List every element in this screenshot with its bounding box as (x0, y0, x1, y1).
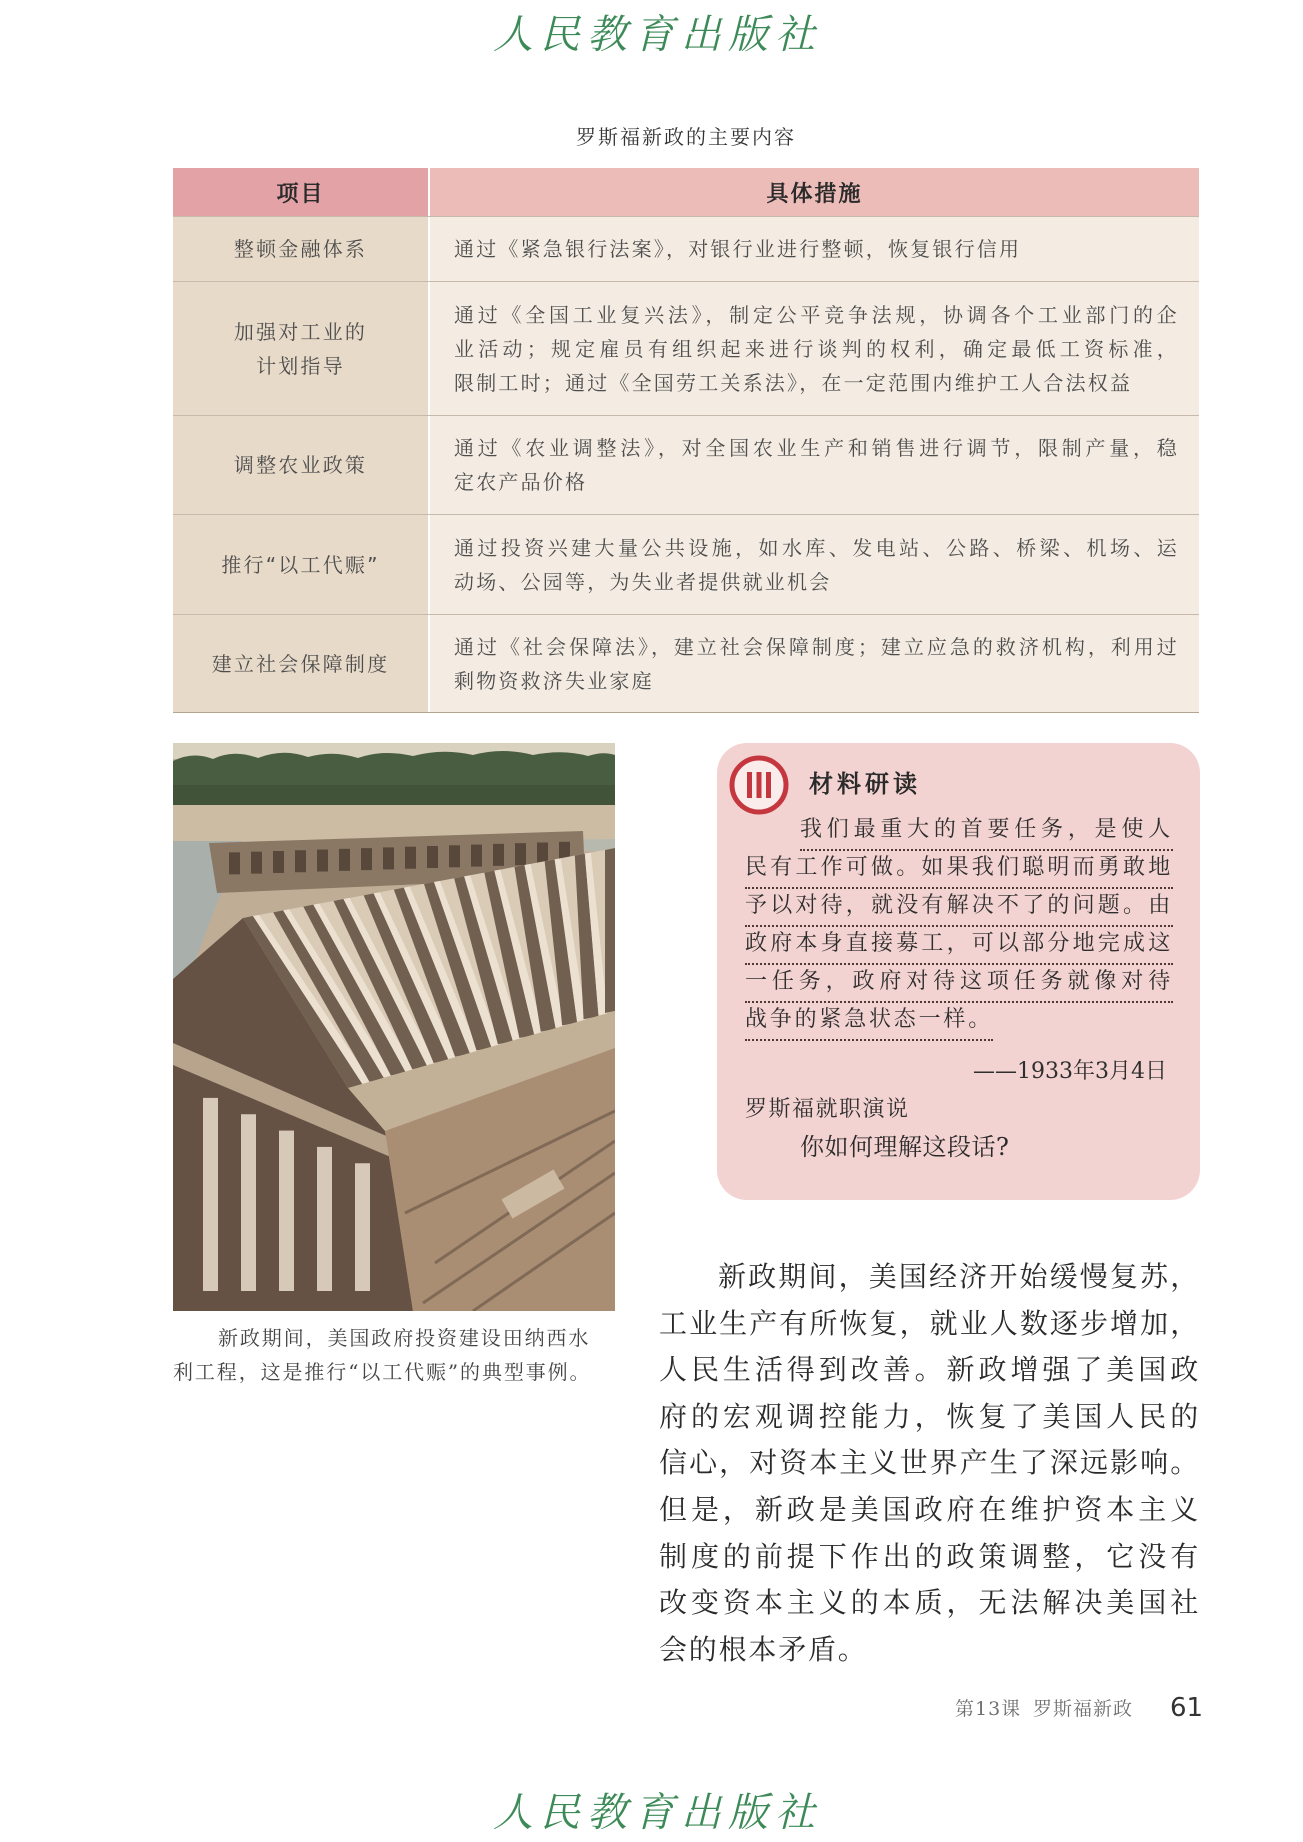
quote-line: 予以对待，就没有解决不了的问题。由 (745, 889, 1173, 927)
quote-line: 政府本身直接募工，可以部分地完成这 (745, 927, 1173, 965)
quote-source-title: 罗斯福就职演说 (745, 1097, 910, 1122)
table-header-row (173, 168, 1199, 216)
measure-text: 通过投资兴建大量公共设施，如水库、发电站、公路、桥梁、机场、运 (454, 535, 1179, 560)
table-cell-measures (430, 416, 1199, 514)
body-line: 新政期间，美国经济开始缓慢复苏， (718, 1260, 1200, 1293)
quote-line: 一任务，政府对待这项任务就像对待 (745, 965, 1173, 1003)
quote-line: 战争的紧急状态一样。 (745, 1003, 993, 1041)
header-measures: 具体措施 (430, 168, 1199, 216)
measure-text: 剩物资救济失业家庭 (454, 668, 654, 693)
header-item: 项目 (173, 168, 430, 216)
item-text: 推行“以工代赈” (221, 552, 380, 577)
measure-text: 通过《农业调整法》，对全国农业生产和销售进行调节，限制产量，稳 (454, 436, 1179, 460)
table-cell-measures (430, 515, 1199, 614)
measure-text: 通过《紧急银行法案》，对银行业进行整顿，恢复银行信用 (454, 237, 1022, 261)
table-cell-item (173, 416, 430, 514)
photo-caption-line: 新政期间，美国政府投资建设田纳西水 (218, 1326, 591, 1350)
body-line: 但是，新政是美国政府在维护资本主义 (659, 1492, 1200, 1526)
table-row (173, 281, 1199, 415)
discussion-question: 你如何理解这段话? (800, 1133, 1010, 1161)
body-line: 人民生活得到改善。新政增强了美国政 (659, 1353, 1200, 1387)
measure-text: 通过《社会保障法》，建立社会保障制度；建立应急的救济机构，利用过 (454, 634, 1179, 659)
material-reading-box (717, 743, 1200, 1200)
table-cell-item (173, 282, 430, 415)
measure-text: 限制工时；通过《全国劳工关系法》，在一定范围内维护工人合法权益 (454, 370, 1133, 395)
body-line: 府的宏观调控能力，恢复了美国人民的 (659, 1399, 1200, 1433)
body-line: 改变资本主义的本质，无法解决美国社 (659, 1586, 1200, 1620)
body-line: 会的根本矛盾。 (659, 1632, 868, 1666)
item-text: 加强对工业的 (233, 319, 368, 344)
table-cell-item (173, 515, 430, 614)
page-number: 61 (1170, 1693, 1204, 1723)
table-cell-item (173, 217, 430, 281)
photo-caption (173, 1321, 615, 1389)
item-text: 调整农业政策 (233, 453, 368, 477)
measure-text: 定农产品价格 (454, 470, 588, 494)
dam-photo-image (173, 743, 615, 1311)
body-line: 信心，对资本主义世界产生了深远影响。 (659, 1446, 1200, 1480)
footer-lesson-title: 罗斯福新政 (1033, 1698, 1134, 1720)
table-row (173, 216, 1199, 281)
table-row (173, 415, 1199, 514)
measure-text: 通过《全国工业复兴法》，制定公平竞争法规，协调各个工业部门的企 (454, 302, 1179, 327)
body-line: 制度的前提下作出的政策调整，它没有 (659, 1539, 1200, 1573)
table-cell-measures (430, 217, 1199, 281)
quote-line: 民有工作可做。如果我们聪明而勇敢地 (745, 851, 1173, 889)
body-paragraph (659, 1254, 1200, 1673)
table-row (173, 614, 1199, 713)
table-caption: 罗斯福新政的主要内容 (576, 125, 796, 149)
item-text: 建立社会保障制度 (211, 651, 390, 676)
item-text: 整顿金融体系 (233, 237, 368, 261)
roosevelt-quote (745, 813, 1173, 1041)
quote-line: 我们最重大的首要任务，是使人 (800, 813, 1173, 851)
quote-source-date: ——1933年3月4日 (973, 1059, 1167, 1084)
photo-caption-line: 利工程，这是推行“以工代赈”的典型事例。 (173, 1360, 592, 1384)
material-reading-title: 材料研读 (809, 770, 921, 798)
table-cell-item (173, 615, 430, 712)
publisher-logo-top: 人民教育出版社 (493, 12, 822, 58)
item-text: 计划指导 (256, 353, 345, 378)
new-deal-table (173, 168, 1199, 713)
body-line: 工业生产有所恢复，就业人数逐步增加， (659, 1306, 1200, 1340)
publisher-logo-bottom: 人民教育出版社 (493, 1790, 822, 1836)
footer-lesson-label: 第13课 (955, 1698, 1022, 1720)
measure-text: 业活动；规定雇员有组织起来进行谈判的权利，确定最低工资标准， (454, 336, 1179, 361)
measure-text: 动场、公园等，为失业者提供就业机会 (454, 569, 832, 594)
table-cell-measures (430, 282, 1199, 415)
table-row (173, 514, 1199, 614)
table-cell-measures (430, 615, 1199, 712)
material-reading-icon (728, 754, 790, 816)
dam-photo (173, 743, 615, 1311)
